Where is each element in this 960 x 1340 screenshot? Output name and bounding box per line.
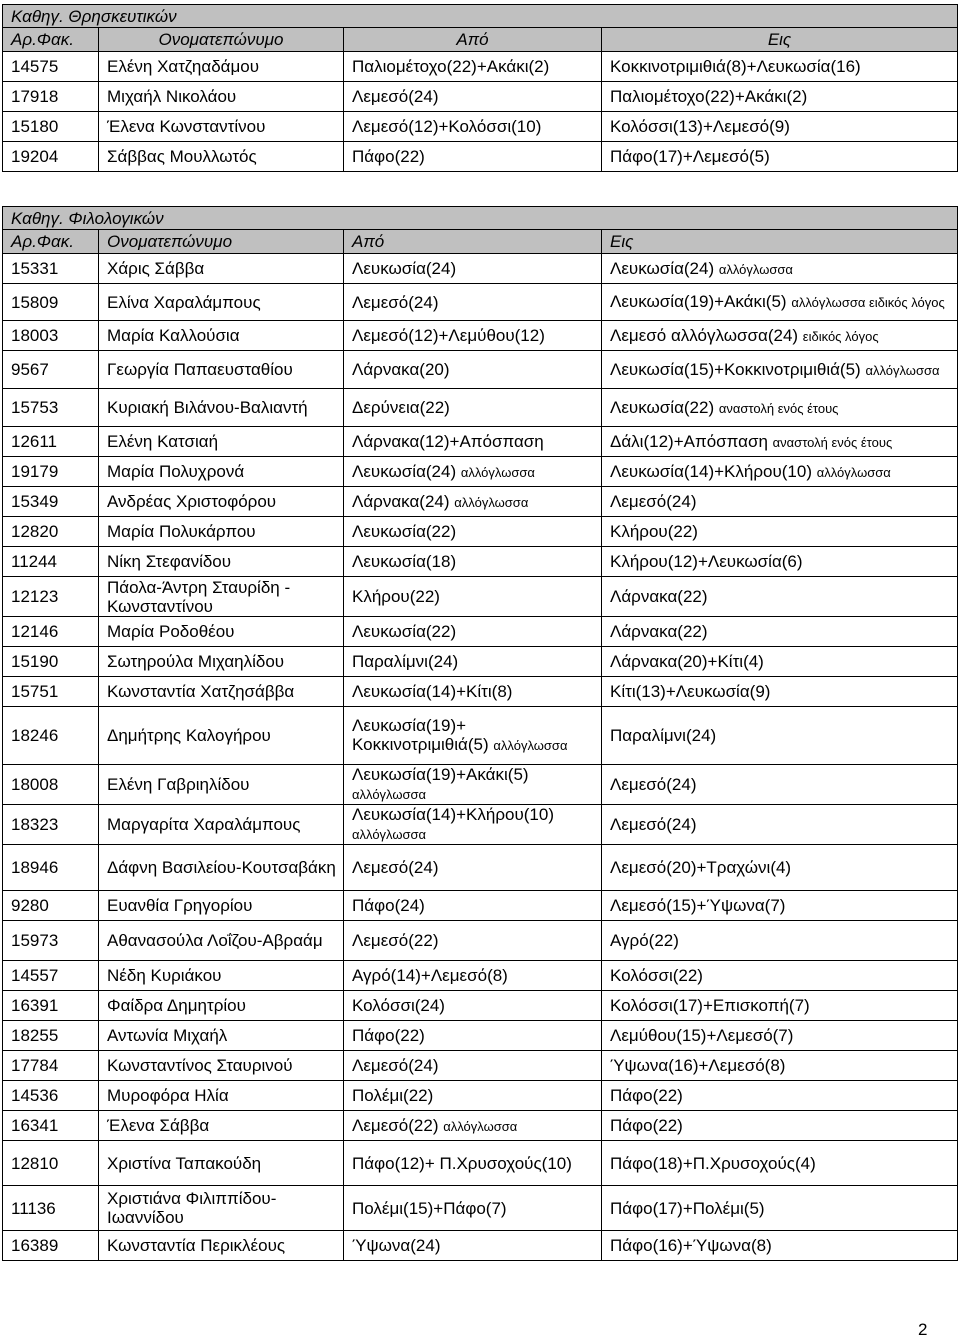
to-value: Κλήρου(12)+Λευκωσία(6) [610,552,803,571]
from-value: Λεμεσό(24) [352,858,439,877]
header-name: Ονοματεπώνυμο [99,230,344,254]
file-number-cell: 16391 [3,991,99,1021]
table-row [3,389,958,427]
from-value: Λευκωσία(14)+Κίτι(8) [352,682,513,701]
name-cell: Γεωργία Παπαευσταθίου [99,351,344,389]
from-note: αλλόγλωσσα [352,787,427,802]
to-cell [602,351,958,389]
from-cell [344,805,602,845]
to-value: Λευκωσία(19)+Ακάκι(5) [610,292,787,311]
from-note: αλλόγλωσσα [454,494,529,510]
from-note: αλλόγλωσσα [493,738,568,753]
file-number-cell: 14557 [3,961,99,991]
to-note: αναστολή ενός έτους [718,400,839,416]
name-cell: Ελένη Χατζηαδάμου [99,52,344,82]
from-cell [344,427,602,457]
to-cell [602,845,958,891]
from-value: Λευκωσία(22) [352,522,457,541]
from-value: Ύψωνα(24) [352,1236,441,1255]
to-value: Πάφο(18)+Π.Χρυσοχούς(4) [610,1153,816,1173]
table-row [3,991,958,1021]
from-cell [344,1141,602,1186]
file-number-cell: 9567 [3,351,99,389]
from-cell [344,1081,602,1111]
from-value: Λευκωσία(14)+Κλήρου(10) [352,805,554,824]
from-cell [344,351,602,389]
table-row [3,765,958,805]
to-cell [602,765,958,805]
to-cell [602,891,958,921]
to-value: Πάφο(22) [610,1086,683,1105]
table-row [3,457,958,487]
table-row [3,112,958,142]
to-value: Δάλι(12)+Απόσπαση [610,431,768,451]
from-cell [344,487,602,517]
to-value: Λεμύθου(15)+Λεμεσό(7) [610,1026,794,1045]
from-cell [344,961,602,991]
to-value: Κολόσσι(13)+Λεμεσό(9) [610,117,790,136]
name-cell: Μαρία Ροδοθέου [99,617,344,647]
name-cell: Μαργαρίτα Χαραλάμπους [99,805,344,845]
to-value: Αγρό(22) [610,931,679,950]
from-cell [344,1021,602,1051]
name-cell: Σάββας Μουλλωτός [99,142,344,172]
to-value: Λεμεσό(15)+Ύψωνα(7) [610,896,786,915]
from-value: Λευκωσία(19)+Ακάκι(5) [352,765,529,784]
table-row [3,284,958,321]
from-value: Λεμεσό(22) [352,1115,439,1135]
name-cell: Ανδρέας Χριστοφόρου [99,487,344,517]
from-cell [344,457,602,487]
to-value: Λεμεσό(24) [610,492,697,511]
name-cell: Μιχαήλ Νικολάου [99,82,344,112]
file-number-cell: 15973 [3,921,99,961]
file-number-cell: 15190 [3,647,99,677]
from-value: Λευκωσία(18) [352,552,457,571]
file-number-cell: 18246 [3,707,99,765]
to-value: Ύψωνα(16)+Λεμεσό(8) [610,1056,786,1075]
name-cell: Χριστίνα Ταπακούδη [99,1141,344,1186]
name-cell: Πάολα-Άντρη Σταυρίδη - Κωνσταντίνου [99,577,344,617]
name-cell: Μυροφόρα Ηλία [99,1081,344,1111]
file-number-cell: 18008 [3,765,99,805]
header-file-number: Αρ.Φακ. [3,28,99,52]
from-value: Δερύνεια(22) [352,398,450,417]
from-value: Λεμεσό(22) [352,931,439,950]
name-cell: Κυριακή Βιλάνου-Βαλιαντή [99,389,344,427]
table-row [3,351,958,389]
from-value: Λεμεσό(24) [352,87,439,106]
to-value: Λάρνακα(22) [610,587,708,606]
file-number-cell: 14536 [3,1081,99,1111]
from-cell [344,891,602,921]
to-note: αλλόγλωσσα [865,362,940,378]
name-cell: Αντωνία Μιχαήλ [99,1021,344,1051]
to-cell [602,707,958,765]
name-cell: Χριστιάνα Φιλιππίδου-Ιωαννίδου [99,1186,344,1231]
to-cell [602,517,958,547]
from-cell [344,254,602,284]
file-number-cell: 12810 [3,1141,99,1186]
file-number-cell: 18323 [3,805,99,845]
from-value: Λάρνακα(24) [352,491,450,511]
table-row [3,1021,958,1051]
to-value: Λάρνακα(20)+Κίτι(4) [610,652,764,671]
to-note: αλλόγλωσσα ειδικός λόγος [791,295,945,310]
file-number-cell: 15180 [3,112,99,142]
file-number-cell: 17784 [3,1051,99,1081]
to-cell [602,142,958,172]
table-row [3,677,958,707]
to-cell [602,284,958,321]
from-cell [344,547,602,577]
table-row [3,647,958,677]
to-value: Πάφο(17)+Λεμεσό(5) [610,147,770,166]
to-cell [602,1111,958,1141]
table-row [3,1186,958,1231]
table-row [3,617,958,647]
header-row [3,28,958,52]
name-cell: Ελίνα Χαραλάμπους [99,284,344,321]
from-note: αλλόγλωσσα [352,827,427,842]
table-row [3,707,958,765]
section-title-row [3,5,958,28]
table-row [3,805,958,845]
name-cell: Μαρία Πολυκάρπου [99,517,344,547]
from-cell [344,765,602,805]
to-value: Λευκωσία(14)+Κλήρου(10) [610,461,812,481]
section-title-row [3,207,958,230]
header-from: Από [344,28,602,52]
table-row [3,82,958,112]
from-cell [344,284,602,321]
to-cell [602,487,958,517]
from-cell [344,112,602,142]
from-value: Αγρό(14)+Λεμεσό(8) [352,966,508,985]
from-cell [344,517,602,547]
religion-teachers-table [2,4,958,172]
name-cell: Ελένη Κατσιαή [99,427,344,457]
file-number-cell: 18255 [3,1021,99,1051]
name-cell: Νίκη Στεφανίδου [99,547,344,577]
header-from: Από [344,230,602,254]
to-cell [602,991,958,1021]
name-cell: Αθανασούλα Λοΐζου-Αβραάμ [99,921,344,961]
to-cell [602,1051,958,1081]
from-value: Λεμεσό(12)+Λεμύθου(12) [352,326,545,345]
table-row [3,254,958,284]
from-value: Πάφο(22) [352,147,425,166]
file-number-cell: 12820 [3,517,99,547]
from-value: Λευκωσία(22) [352,622,457,641]
table-row [3,1051,958,1081]
to-value: Λευκωσία(24) [610,258,715,278]
from-value: Λεμεσό(24) [352,292,439,312]
to-cell [602,112,958,142]
to-cell [602,547,958,577]
to-cell [602,1186,958,1231]
to-cell [602,321,958,351]
file-number-cell: 9280 [3,891,99,921]
table-row [3,547,958,577]
to-note: αναστολή ενός έτους [772,434,893,450]
file-number-cell: 18003 [3,321,99,351]
from-value: Λεμεσό(24) [352,1056,439,1075]
from-value: Πάφο(22) [352,1026,425,1045]
table-row [3,427,958,457]
to-value: Κίτι(13)+Λευκωσία(9) [610,682,771,701]
name-cell: Μαρία Πολυχρονά [99,457,344,487]
table-row [3,845,958,891]
to-cell [602,427,958,457]
from-value: Πάφο(12)+ Π.Χρυσοχούς(10) [352,1153,572,1173]
from-value: Πολέμι(22) [352,1086,434,1105]
from-cell [344,677,602,707]
table-row [3,1111,958,1141]
header-to: Εις [602,230,958,254]
from-cell [344,82,602,112]
to-note: αλλόγλωσσα [816,464,891,480]
file-number-cell: 16389 [3,1231,99,1261]
to-cell [602,1081,958,1111]
to-cell [602,677,958,707]
to-value: Παραλίμνι(24) [610,726,717,745]
file-number-cell: 12611 [3,427,99,457]
name-cell: Χάρις Σάββα [99,254,344,284]
name-cell: Δημήτρης Καλογήρου [99,707,344,765]
to-value: Λευκωσία(22) [610,397,715,417]
from-note: αλλόγλωσσα [460,464,535,480]
from-value: Λευκωσία(24) [352,259,457,278]
section-title: Καθηγ. Θρησκευτικών [3,5,958,28]
table-row [3,921,958,961]
to-value: Λεμεσό αλλόγλωσσα(24) [610,325,799,345]
to-cell [602,577,958,617]
name-cell: Φαίδρα Δημητρίου [99,991,344,1021]
table-row [3,1231,958,1261]
table-row [3,577,958,617]
from-value: Λάρνακα(20) [352,360,450,379]
to-cell [602,1021,958,1051]
header-to: Εις [602,28,958,52]
from-value: Πάφο(24) [352,896,425,915]
section-title: Καθηγ. Φιλολογικών [3,207,958,230]
name-cell: Νέδη Κυριάκου [99,961,344,991]
from-cell [344,52,602,82]
to-cell [602,1141,958,1186]
file-number-cell: 19204 [3,142,99,172]
to-value: Πάφο(16)+Ύψωνα(8) [610,1236,772,1255]
to-cell [602,647,958,677]
name-cell: Κωνσταντία Χατζησάββα [99,677,344,707]
from-value: Πολέμι(15)+Πάφο(7) [352,1198,507,1218]
to-note: ειδικός λόγος [802,328,879,344]
to-cell [602,961,958,991]
table-row [3,961,958,991]
to-cell [602,82,958,112]
name-cell: Ελένη Γαβριηλίδου [99,765,344,805]
file-number-cell: 15331 [3,254,99,284]
from-cell [344,647,602,677]
from-cell [344,1186,602,1231]
name-cell: Έλενα Κωνσταντίνου [99,112,344,142]
to-note: αλλόγλωσσα [718,261,793,277]
table-row [3,891,958,921]
file-number-cell: 12123 [3,577,99,617]
from-value: Λεμεσό(12)+Κολόσσι(10) [352,117,542,136]
to-value: Λευκωσία(15)+Κοκκινοτριμιθιά(5) [610,359,861,379]
name-cell: Σωτηρούλα Μιχαηλίδου [99,647,344,677]
table-row [3,1141,958,1186]
from-cell [344,142,602,172]
file-number-cell: 19179 [3,457,99,487]
from-value: Κολόσσι(24) [352,996,445,1015]
from-note: αλλόγλωσσα [443,1118,518,1134]
to-cell [602,457,958,487]
name-cell: Δάφνη Βασιλείου-Κουτσαβάκη [99,845,344,891]
from-cell [344,1231,602,1261]
from-cell [344,617,602,647]
file-number-cell: 14575 [3,52,99,82]
to-value: Πάφο(17)+Πολέμι(5) [610,1198,765,1218]
header-file-number: Αρ.Φακ. [3,230,99,254]
table-row [3,321,958,351]
to-value: Λεμεσό(24) [610,775,697,794]
from-cell [344,921,602,961]
file-number-cell: 11244 [3,547,99,577]
philology-teachers-table [2,206,958,1261]
to-value: Κλήρου(22) [610,522,698,541]
from-cell [344,1111,602,1141]
file-number-cell: 15753 [3,389,99,427]
name-cell: Κωνσταντία Περικλέους [99,1231,344,1261]
name-cell: Κωνσταντίνος Σταυρινού [99,1051,344,1081]
file-number-cell: 15809 [3,284,99,321]
from-value: Παλιομέτοχο(22)+Ακάκι(2) [352,57,550,76]
from-cell [344,389,602,427]
to-cell [602,389,958,427]
table-row [3,1081,958,1111]
from-cell [344,707,602,765]
to-value: Κολόσσι(17)+Επισκοπή(7) [610,996,810,1015]
from-cell [344,321,602,351]
to-cell [602,1231,958,1261]
to-cell [602,254,958,284]
from-cell [344,845,602,891]
from-cell [344,1051,602,1081]
header-row [3,230,958,254]
file-number-cell: 18946 [3,845,99,891]
to-value: Κοκκινοτριμιθιά(8)+Λευκωσία(16) [610,57,861,76]
to-value: Λάρνακα(22) [610,622,708,641]
to-value: Παλιομέτοχο(22)+Ακάκι(2) [610,87,808,106]
to-cell [602,805,958,845]
table-row [3,52,958,82]
to-value: Λεμεσό(20)+Τραχώνι(4) [610,858,792,877]
file-number-cell: 11136 [3,1186,99,1231]
header-name: Ονοματεπώνυμο [99,28,344,52]
name-cell: Έλενα Σάββα [99,1111,344,1141]
to-value: Λεμεσό(24) [610,815,697,834]
to-cell [602,921,958,961]
file-number-cell: 15349 [3,487,99,517]
file-number-cell: 16341 [3,1111,99,1141]
to-cell [602,52,958,82]
table-row [3,517,958,547]
from-value: Λευκωσία(19)+ Κοκκινοτριμιθιά(5) [352,716,489,754]
to-cell [602,617,958,647]
from-value: Λάρνακα(12)+Απόσπαση [352,432,544,451]
name-cell: Ευανθία Γρηγορίου [99,891,344,921]
from-cell [344,991,602,1021]
from-cell [344,577,602,617]
from-value: Παραλίμνι(24) [352,652,459,671]
name-cell: Μαρία Καλλούσια [99,321,344,351]
file-number-cell: 12146 [3,617,99,647]
to-value: Πάφο(22) [610,1116,683,1135]
page-number: 2 [918,1320,928,1339]
to-value: Κολόσσι(22) [610,966,703,985]
table-row [3,487,958,517]
from-value: Λευκωσία(24) [352,461,457,481]
file-number-cell: 17918 [3,82,99,112]
table-row [3,142,958,172]
file-number-cell: 15751 [3,677,99,707]
from-value: Κλήρου(22) [352,587,440,606]
